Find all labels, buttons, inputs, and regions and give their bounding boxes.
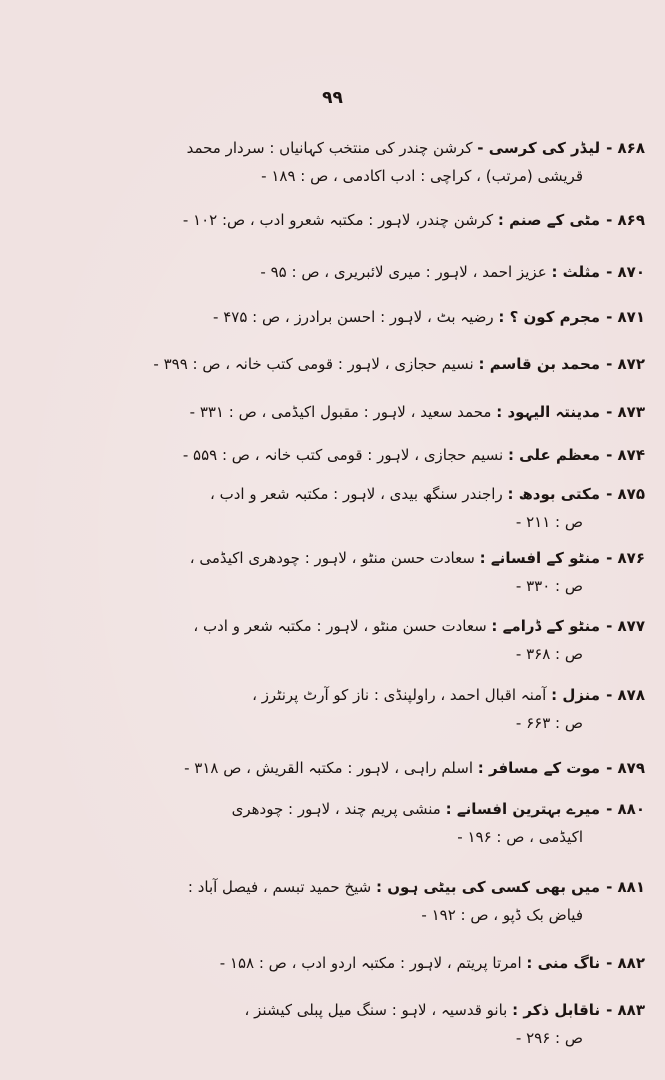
- entry-title: لیڈر کی کرسی -: [477, 139, 601, 157]
- entry-number: ۸۷۹ -: [606, 759, 645, 777]
- entry-details: عزیز احمد ، لاہور : میری لائبریری ، ص : ۹۵ -: [260, 263, 547, 281]
- bibliography-entry: [100, 398, 645, 426]
- entry-title: منزل :: [551, 686, 601, 704]
- entry-number: ۸۷۶ -: [606, 549, 645, 567]
- entry-continuation: ص : ۲۱۱ -: [515, 513, 583, 531]
- entry-title: ناگ منی :: [526, 954, 601, 972]
- entry-title: منٹو کے ڈرامے :: [491, 617, 601, 635]
- entry-number: ۸۷۲ -: [606, 355, 645, 373]
- bibliography-entry: [100, 996, 645, 1052]
- bibliography-entry: [100, 441, 645, 469]
- entry-number: ۸۶۹ -: [606, 211, 645, 229]
- entry-number: ۸۸۰ -: [606, 800, 645, 818]
- entry-details: بانو قدسیہ ، لاہو : سنگ میل پبلی کیشنز ،: [244, 1001, 508, 1019]
- entry-number: ۸۶۸ -: [606, 139, 645, 157]
- bibliography-entry: [100, 754, 645, 782]
- bibliography-entry: [100, 612, 645, 668]
- entry-title: ناقابل ذکر :: [512, 1001, 601, 1019]
- entry-details: محمد سعید ، لاہور : مقبول اکیڈمی ، ص : ۳۳۱ -: [189, 403, 492, 421]
- bibliography-entry: [100, 949, 645, 977]
- bibliography-entry: [100, 544, 645, 600]
- entry-title: مدینتہ الیہود :: [496, 403, 601, 421]
- entry-details: سعادت حسن منٹو ، لاہور : چودھری اکیڈمی ،: [189, 549, 475, 567]
- entry-details: نسیم حجازی ، لاہور : قومی کتب خانہ ، ص : ۳۹۹ -: [153, 355, 474, 373]
- entry-details: کرشن چندر کی منتخب کہانیاں : سردار محمد: [186, 139, 473, 157]
- entry-details: نسیم حجازی ، لاہور : قومی کتب خانہ ، ص : ۵۵۹ -: [182, 446, 504, 464]
- entry-number: ۸۸۲ -: [606, 954, 645, 972]
- entry-number: ۸۸۳ -: [606, 1001, 645, 1019]
- page-number: ۹۹: [322, 88, 343, 108]
- entry-continuation: ص : ۳۶۸ -: [515, 645, 583, 663]
- entry-title: معظم علی :: [507, 446, 601, 464]
- entry-number: ۸۷۳ -: [606, 403, 645, 421]
- entry-title: منٹو کے افسانے :: [479, 549, 601, 567]
- bibliography-entry: [100, 206, 645, 234]
- entry-title: میرے بہترین افسانے :: [445, 800, 601, 818]
- bibliography-entry: [100, 873, 645, 929]
- entry-continuation: قریشی (مرتب) ، کراچی : ادب اکادمی ، ص : ۱۸۹ -: [261, 167, 583, 185]
- entry-continuation: ص : ۳۳۰ -: [515, 577, 583, 595]
- bibliography-entry: [100, 795, 645, 851]
- bibliography-entry: [100, 258, 645, 286]
- entry-details: امرتا پریتم ، لاہور : مکتبہ اردو ادب ، ص : ۱۵۸ -: [219, 954, 522, 972]
- entry-number: ۸۷۴ -: [606, 446, 645, 464]
- entry-continuation: اکیڈمی ، ص : ۱۹۶ -: [457, 828, 583, 846]
- entry-details: شیخ حمید تبسم ، فیصل آباد :: [187, 878, 372, 896]
- entry-title: مثلث :: [551, 263, 601, 281]
- entry-number: ۸۸۱ -: [606, 878, 645, 896]
- entry-details: آمنہ اقبال احمد ، راولپنڈی : ناز کو آرٹ پرنٹرز ،: [252, 686, 547, 704]
- bibliography-entry: [100, 350, 645, 378]
- entry-details: راجندر سنگھ بیدی ، لاہور : مکتبہ شعر و ادب ،: [210, 485, 503, 503]
- entry-number: ۸۷۰ -: [606, 263, 645, 281]
- entry-number: ۸۷۷ -: [606, 617, 645, 635]
- entry-title: میں بھی کسی کی بیٹی ہوں :: [376, 878, 601, 896]
- entry-number: ۸۷۸ -: [606, 686, 645, 704]
- bibliography-entry: [100, 681, 645, 737]
- entry-continuation: ص : ۶۶۳ -: [515, 714, 583, 732]
- entry-number: ۸۷۱ -: [606, 308, 645, 326]
- entry-details: کرشن چندر، لاہور : مکتبہ شعرو ادب ، ص: ۱۰۲ -: [182, 211, 494, 229]
- bibliography-entry: [100, 134, 645, 190]
- entry-details: سعادت حسن منٹو ، لاہور : مکتبہ شعر و ادب ،: [193, 617, 487, 635]
- bibliography-entry: [100, 303, 645, 331]
- entry-details: منشی پریم چند ، لاہور : چودھری: [231, 800, 441, 818]
- entry-title: محمد بن قاسم :: [478, 355, 601, 373]
- entry-details: اسلم راہی ، لاہور : مکتبہ القریش ، ص ۳۱۸ -: [184, 759, 474, 777]
- entry-title: مٹی کے صنم :: [497, 211, 601, 229]
- entry-details: رضیہ بٹ ، لاہور : احسن برادرز ، ص : ۴۷۵ -: [213, 308, 494, 326]
- entry-number: ۸۷۵ -: [606, 485, 645, 503]
- entry-title: مکتی بودھ :: [507, 485, 601, 503]
- entry-continuation: ص : ۲۹۶ -: [515, 1029, 583, 1047]
- bibliography-entry: [100, 480, 645, 536]
- entry-continuation: فیاض بک ڈپو ، ص : ۱۹۲ -: [421, 906, 583, 924]
- entry-title: موت کے مسافر :: [477, 759, 601, 777]
- entry-title: مجرم کون ؟ :: [498, 308, 601, 326]
